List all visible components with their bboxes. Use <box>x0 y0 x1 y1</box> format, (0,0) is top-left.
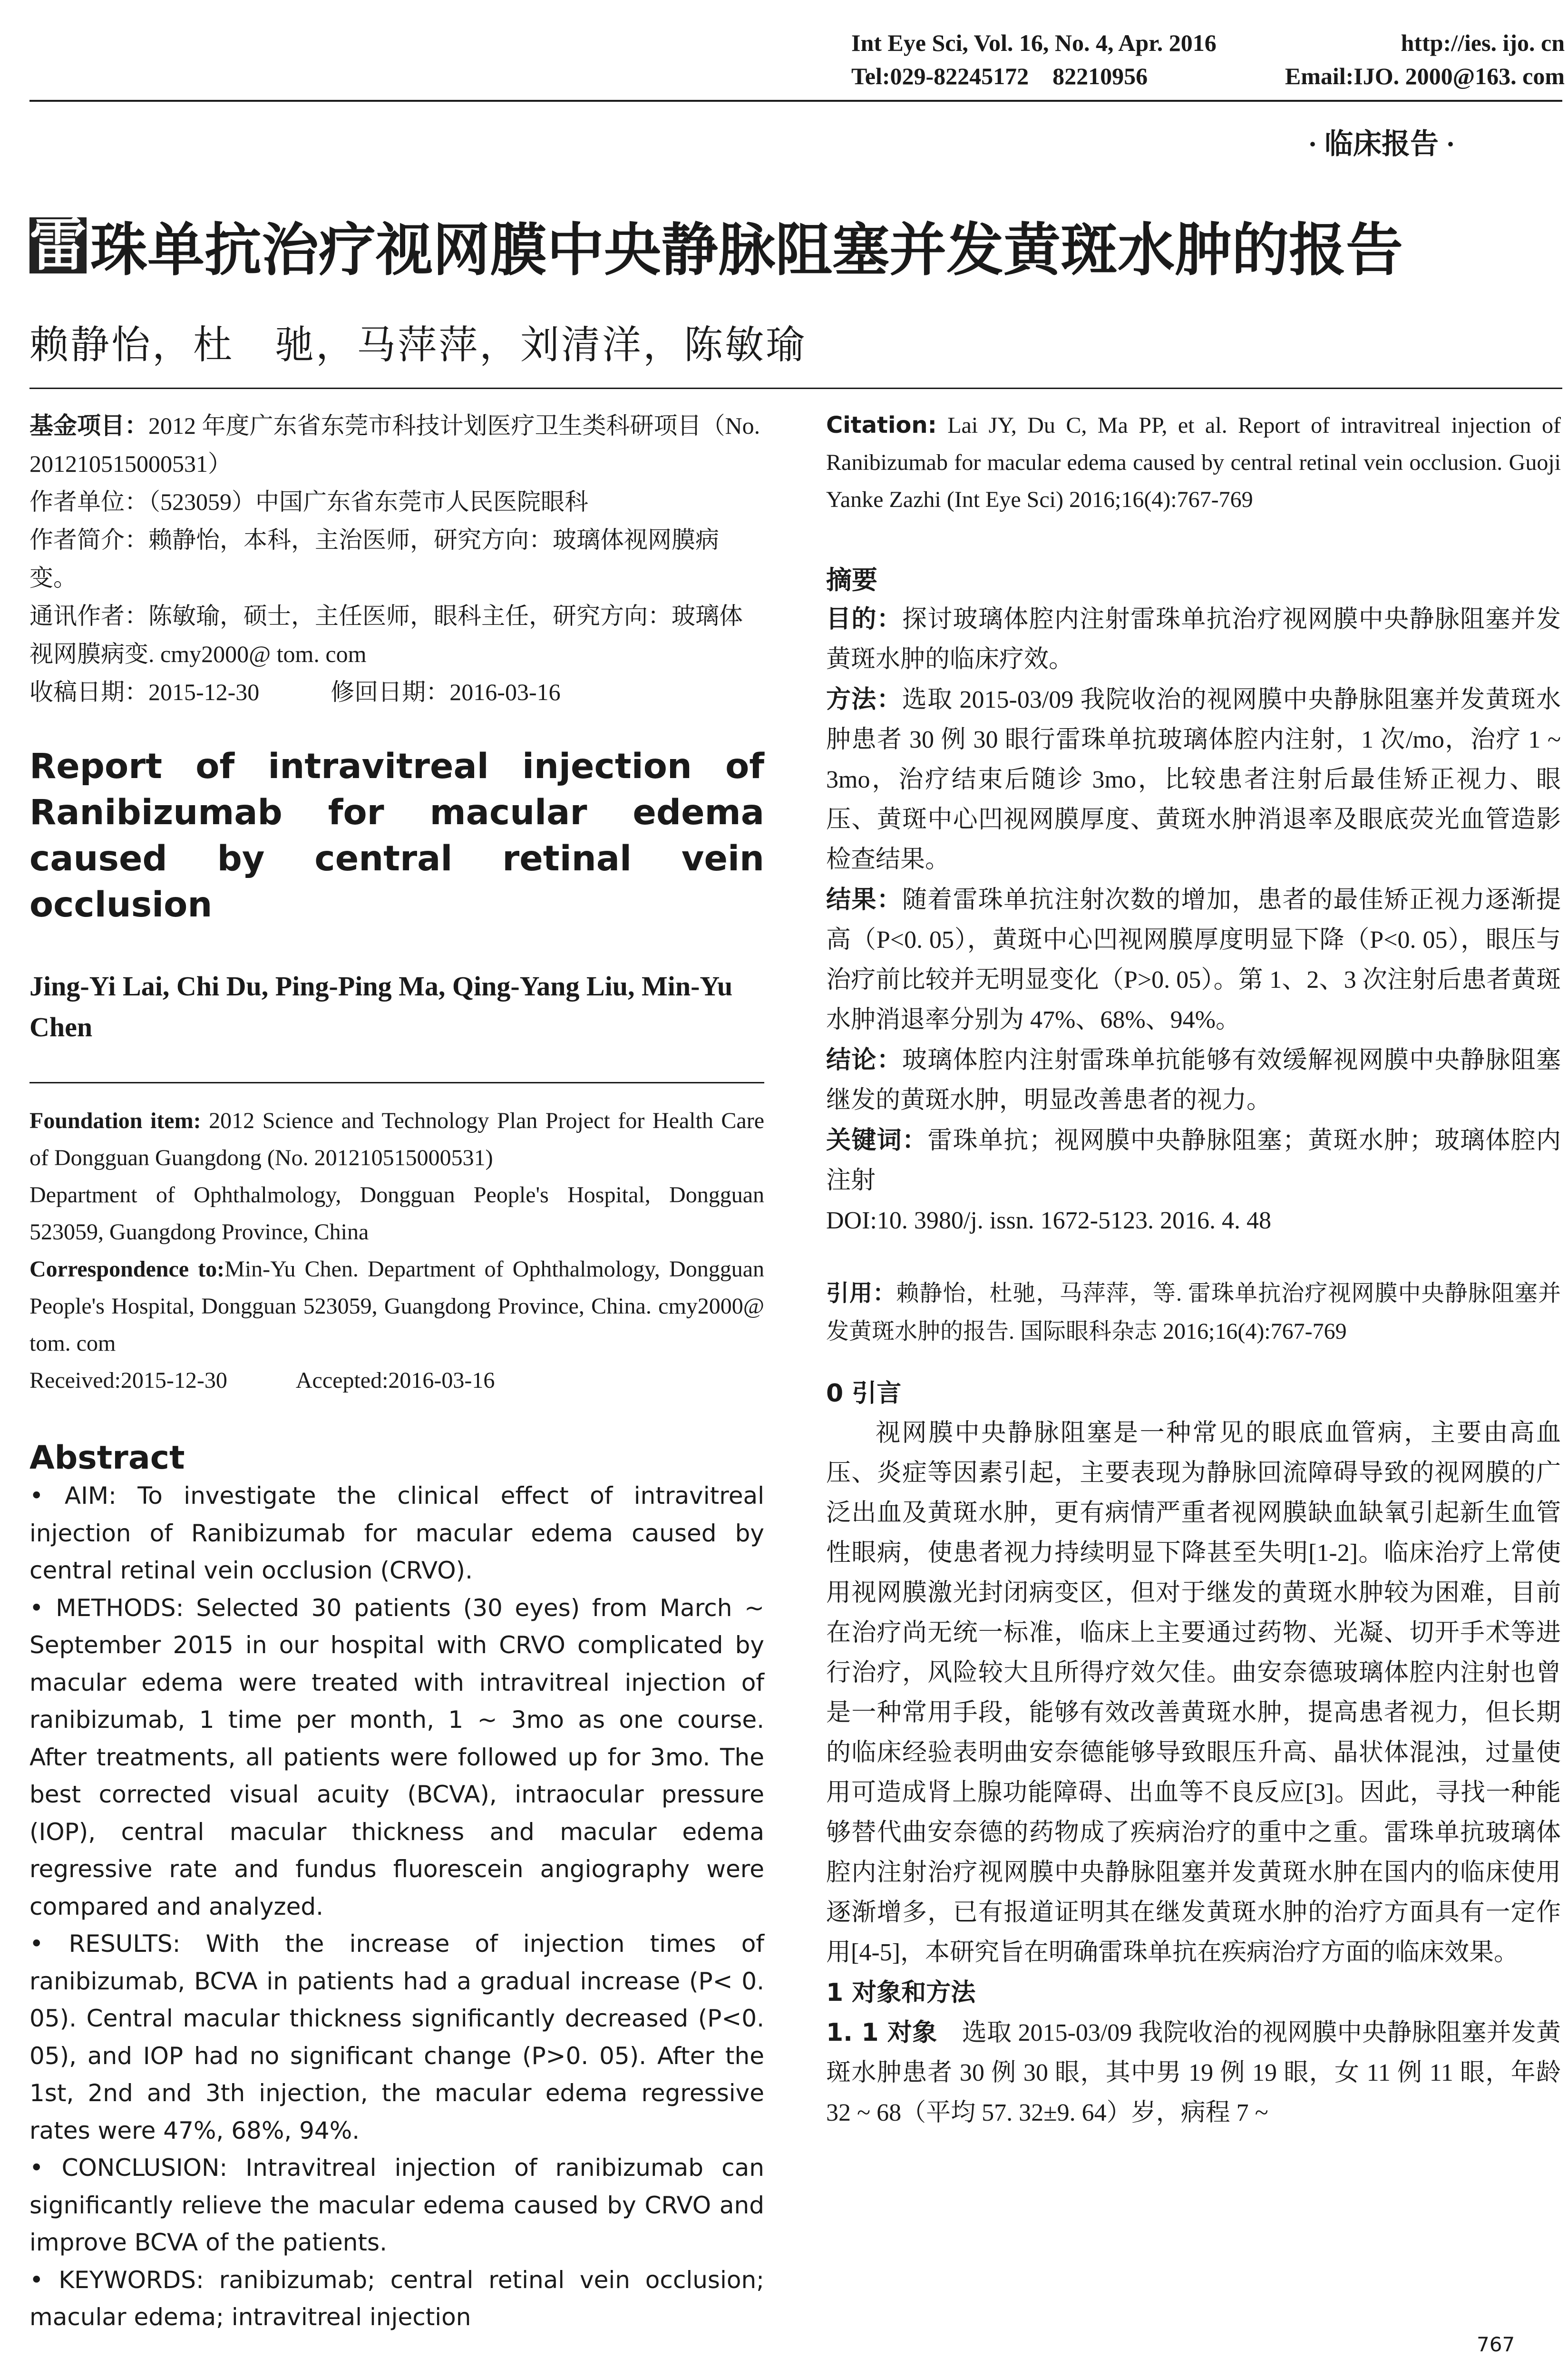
title-rule <box>29 388 1562 389</box>
subjects-text: 选取 2015-03/09 我院收治的视网膜中央静脉阻塞并发黄斑水肿患者 30 例 30 眼，其中男 19 例 19 眼，女 11 例 11 眼，年龄 32 ~ 68（平均 57. 32±9. 64）岁，病程 7 ~ <box>826 2019 1561 2126</box>
cn-methods <box>826 680 1561 880</box>
abstract-methods: • METHODS: Selected 30 patients (30 eyes) from March ~ September 2015 in our hospital with CRVO complicated by macular edema were treated with intravitreal injection of ranibizumab, 1 time per month, 1 ~ 3mo as one course. After treatments, all patients were followed up for 3mo. The best corrected visual acuity (BCVA), intraocular pressure (IOP), central macular thickness and macular edema regressive rate and fundus fluorescein angiography were compared and analyzed. <box>29 1594 764 1920</box>
cn-results-text: 随着雷珠单抗注射次数的增加，患者的最佳矫正视力逐渐提高（P<0. 05），黄斑中心凹视网膜厚度明显下降（P<0. 05），眼压与治疗前比较并无明显变化（P>0. 05）。第 1、2、3 次注射后患者黄斑水肿消退率分别为 47%、68%、94%。 <box>826 887 1561 1033</box>
intro-paragraph: 视网膜中央静脉阻塞是一种常见的眼底血管病，主要由高血压、炎症等因素引起，主要表现为静脉回流障碍导致的视网膜的广泛出血及黄斑水肿，更有病情严重者视网膜缺血缺氧引起新生血管性眼病，使患者视力持续明显下降甚至失明[1-2]。临床治疗上常使用视网膜激光封闭病变区，但对于继发的黄斑水肿较为困难，目前在治疗尚无统一标准，临床上主要通过药物、光凝、切开手术等进行治疗，风险较大且所得疗效欠佳。曲安奈德玻璃体腔内注射也曾是一种常用手段，能够有效改善黄斑水肿，提高患者视力，但长期的临床经验表明曲安奈德能够导致眼压升高、晶状体混浊，过量使用可造成肾上腺功能障碍、出血等不良反应[3]。因此，寻找一种能够替代曲安奈德的药物成了疾病治疗的重中之重。雷珠单抗玻璃体腔内注射治疗视网膜中央静脉阻塞并发黄斑水肿在国内的临床使用逐渐增多，已有报道证明其在继发黄斑水肿的治疗方面具有一定作用[4-5]，本研究旨在明确雷珠单抗在疾病治疗方面的临床效果。 <box>826 1420 1561 1966</box>
methods-heading: 1 对象和方法 <box>826 1978 976 2007</box>
header-rule <box>29 100 1562 102</box>
journal-issue: Int Eye Sci, Vol. 16, No. 4, Apr. 2016 <box>851 29 1217 56</box>
english-abstract <box>29 1477 764 2336</box>
author-rule <box>29 1082 764 1083</box>
cn-keywords <box>826 1120 1561 1201</box>
cn-conclusion <box>826 1040 1561 1120</box>
cn-results <box>826 880 1561 1040</box>
article-body <box>826 1374 1561 2133</box>
title-text: 珠单抗治疗视网膜中央静脉阻塞并发黄斑水肿的报告 <box>90 217 1403 283</box>
cn-aim <box>826 599 1561 680</box>
journal-url: http://ies. ijo. cn <box>1401 29 1565 56</box>
abstract-aim: • AIM: To investigate the clinical effect of intravitreal injection of Ranibizumab for macular edema caused by central retinal vein occlusion (CRVO). <box>29 1482 764 1584</box>
running-head <box>851 26 1565 93</box>
abstract-conclusion: • CONCLUSION: Intravitreal injection of ranibizumab can significantly relieve the macular edema caused by CRVO and improve BCVA of the patients. <box>29 2154 764 2256</box>
cn-methods-label: 方法： <box>826 685 902 714</box>
correspondence-label: Correspondence to: <box>29 1257 225 1282</box>
citation-text: Lai JY, Du C, Ma PP, et al. Report of intravitreal injection of Ranibizumab for macular edema caused by central retinal vein occlusion. Guoji Yanke Zazhi (Int Eye Sci) 2016;16(4):767-769 <box>826 413 1561 512</box>
cn-keywords-label: 关键词： <box>826 1126 928 1155</box>
cn-abstract <box>826 599 1561 1241</box>
correspondence-text: Min-Yu Chen. Department of Ophthalmology, Dongguan People's Hospital, Dongguan 523059, Guangdong Province, China. cmy2000@ tom. com <box>29 1257 764 1356</box>
cn-conclusion-label: 结论： <box>826 1046 902 1074</box>
intro-heading: 0 引言 <box>826 1379 902 1408</box>
english-title: Report of intravitreal injection of Ranibizumab for macular edema caused by central retinal vein occlusion <box>29 746 764 925</box>
cn-aim-label: 目的： <box>826 605 902 633</box>
corresponding-author: 通讯作者：陈敏瑜，硕士，主任医师，眼科主任，研究方向：玻璃体视网膜病变. cmy2000@ tom. com <box>29 603 743 667</box>
left-column <box>29 407 764 2336</box>
right-column <box>826 407 1561 2133</box>
author-intro: 作者简介：赖静怡，本科，主治医师，研究方向：玻璃体视网膜病变。 <box>29 526 719 591</box>
foundation-label: Foundation item: <box>29 1108 201 1133</box>
cn-results-label: 结果： <box>826 886 902 914</box>
page-number: 767 <box>1477 2333 1515 2356</box>
department: Department of Ophthalmology, Dongguan People's Hospital, Dongguan 523059, Guangdong Province, China <box>29 1182 764 1245</box>
cn-citation <box>826 1274 1561 1351</box>
journal-email: Email:IJO. 2000@163. com <box>1285 63 1565 89</box>
en-dates: Received:2015-12-30 Accepted:2016-03-16 <box>29 1368 495 1393</box>
page-title <box>29 205 1403 286</box>
title-drop-cap: 雷 <box>29 212 87 278</box>
fund-line <box>29 407 764 483</box>
subjects-paragraph <box>826 2013 1561 2133</box>
correspondence-line <box>29 1251 764 1362</box>
subjects-label: 1. 1 对象 <box>826 2018 937 2047</box>
abstract-results: • RESULTS: With the increase of injection times of ranibizumab, BCVA in patients had a gradual increase (P< 0. 05). Central macular thickness significantly decreased (P<0. 05), and IOP had no significant change (P>0. 05). After the 1st, 2nd and 3th injection, the macular edema regressive rates were 47%, 68%, 94%. <box>29 1930 764 2144</box>
cn-citation-label: 引用： <box>826 1280 896 1306</box>
cn-abstract-heading: 摘要 <box>826 565 877 595</box>
fund-label: 基金项目： <box>29 412 148 439</box>
cn-methods-text: 选取 2015-03/09 我院收治的视网膜中央静脉阻塞并发黄斑水肿患者 30 例 30 眼行雷珠单抗玻璃体腔内注射，1 次/mo，治疗 1 ~ 3mo，治疗结束后随诊 3mo，比较患者注射后最佳矫正视力、眼压、黄斑中心凹视网膜厚度、黄斑水肿消退率及眼底荧光血管造影检查结果。 <box>826 686 1561 873</box>
cn-conclusion-text: 玻璃体腔内注射雷珠单抗能够有效缓解视网膜中央静脉阻塞继发的黄斑水肿，明显改善患者的视力。 <box>826 1047 1561 1114</box>
fund-text: 2012 年度广东省东莞市科技计划医疗卫生类科研项目（No. 201210515000531） <box>29 412 760 477</box>
cn-dates: 收稿日期：2015-12-30 修回日期：2016-03-16 <box>29 679 561 705</box>
citation-label: Citation: <box>826 412 937 438</box>
cn-citation-text: 赖静怡，杜驰，马萍萍，等. 雷珠单抗治疗视网膜中央静脉阻塞并发黄斑水肿的报告. 国际眼科杂志 2016;16(4):767-769 <box>826 1281 1561 1344</box>
cn-author-list: 赖静怡，杜 驰，马萍萍，刘清洋，陈敏瑜 <box>29 323 807 367</box>
doi: DOI:10. 3980/j. issn. 1672-5123. 2016. 4. 48 <box>826 1207 1271 1234</box>
abstract-heading: Abstract <box>29 1439 185 1477</box>
cn-aim-text: 探讨玻璃体腔内注射雷珠单抗治疗视网膜中央静脉阻塞并发黄斑水肿的临床疗效。 <box>826 606 1561 673</box>
citation <box>826 407 1561 518</box>
en-meta-block <box>29 1102 764 1399</box>
journal-phone: Tel:029-82245172 82210956 <box>851 63 1148 89</box>
foundation-line <box>29 1102 764 1177</box>
english-author-list: Jing-Yi Lai, Chi Du, Ping-Ping Ma, Qing-Yang Liu, Min-Yu Chen <box>29 971 733 1042</box>
cn-keywords-text: 雷珠单抗；视网膜中央静脉阻塞；黄斑水肿；玻璃体腔内注射 <box>826 1127 1561 1194</box>
cn-meta-block <box>29 407 764 711</box>
foundation-text: 2012 Science and Technology Plan Project for Health Care of Dongguan Guangdong (No. 201210515000531) <box>29 1108 765 1170</box>
section-label: · 临床报告 · <box>1308 128 1456 160</box>
author-unit: 作者单位：（523059）中国广东省东莞市人民医院眼科 <box>29 488 588 515</box>
abstract-keywords: • KEYWORDS: ranibizumab; central retinal vein occlusion; macular edema; intravitreal injection <box>29 2266 764 2331</box>
